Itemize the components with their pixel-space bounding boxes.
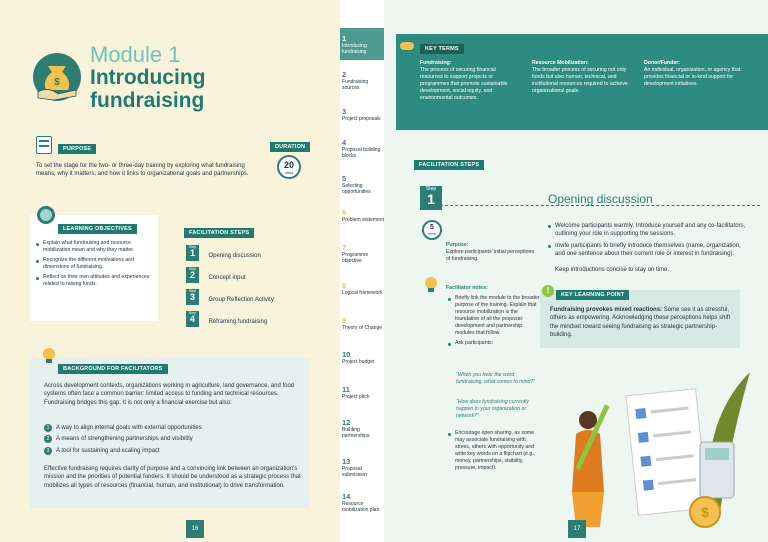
background-points [44,424,306,458]
facilitator-notes [448,295,540,350]
nav-item-1[interactable]: 1 Introducing fundraising [342,34,367,55]
term-2: Resource Mobilization: The broader process of securing not only funds but also human, technical, and institutional resources required to achieve organizational goals. [532,60,628,95]
background-point: 1 A way to align internal goals with external opportunities [44,424,306,432]
step-badge-large: Step 1 [420,186,442,210]
nav-item-13[interactable]: 13 Proposal submission [342,457,368,478]
heading-line2: fundraising [90,89,205,112]
quote-1: “When you hear the word fundraising, what comes to mind?” [456,372,536,386]
background-point: 3 A tool for sustaining and scaling impact [44,447,306,455]
step-badge: Step 4 [186,311,199,327]
module-title: Module 1 [90,42,181,67]
checklist-icon [36,136,52,154]
nav-item-4[interactable]: 4 Proposal building blocks [342,138,381,159]
step-name: Reframing fundraising [208,319,268,325]
step-row [186,266,326,284]
objective-item: Explain what fundraising and resource mobilization mean and why they matter. [36,240,154,254]
svg-text:$: $ [54,77,60,88]
svg-text:$: $ [701,504,709,520]
nav-item-8[interactable]: 8 Logical framework [342,281,383,296]
money-bag-icon [32,50,82,102]
main-bullet: Invite participants to briefly introduce themselves (name, organization, and one sentence about their current role or interest in fundraising). [548,242,748,259]
step-row [186,244,326,262]
step-badge: Step 2 [186,267,199,283]
left-page [0,0,340,542]
step-name: Opening discussion [208,253,261,259]
key-icon [400,42,414,50]
right-page [384,0,768,542]
step-name: Group Reflection Activity [208,297,274,303]
nav-item-12[interactable]: 12 Building partnerships [342,418,370,439]
nav-item-6[interactable]: 6 Problem statement [342,208,384,223]
note-item: Ask participants: [448,340,540,347]
timer-icon: 5 mins [422,220,442,240]
duration-value: 20 [283,160,294,170]
note-item: Briefly link the module to the broader purpose of the training. Explain that resource mobilization is the foundation of all the proposal-development and partnership modules that follow. [448,295,540,337]
nav-item-10[interactable]: 10 Project budget [342,350,375,365]
nav-item-14[interactable]: 14 Resource mobilization plan [342,492,380,513]
background-outro: Effective fundraising requires clarity of purpose and a convincing link between an organization’s mission and the priorities of potential funders. It should be understood as a strategic process that mobilizes all types of resources (financial, human, and institutional) to drive transformation. [44,466,301,489]
step-name: Concept input [208,275,246,281]
nav-item-7[interactable]: 7 Programme objective [342,243,369,264]
note-item: Encourage open sharing, as some may associate fundraising with stress, others with opportunity and write key words on a flipchart (e.g., money, partnerships, visibility, pressure, impact). [448,430,540,472]
duration-unit: mins [284,170,294,175]
nav-item-9[interactable]: 9 Theory of Change [342,316,383,331]
illustration [560,362,760,537]
nav-item-2[interactable]: 2 Fundraising sources [342,70,369,91]
term-1: Fundraising: The process of securing financial resources to support projects or programmes that promote sustainable development, social equity, and environmental outcomes. [420,60,508,102]
step-row [186,310,326,328]
facilitator-notes-2 [448,430,540,475]
klp-tag: KEY LEARNING POINT [556,290,629,300]
term-3: Donor/Funder: An individual, organization, or agency that provides financial or in-kind support for development initiatives. [644,60,741,88]
objectives-tag: LEARNING OBJECTIVES [58,224,137,234]
objectives-list [36,240,154,291]
nav-item-11[interactable]: 11 Project pitch [342,385,370,400]
page-number-left: 16 [186,520,204,538]
nav-item-5[interactable]: 5 Selecting opportunities [342,174,371,195]
purpose-block: Purpose: Explore participants’ initial perceptions of fundraising. [446,242,535,263]
klp-text: Fundraising provokes mixed reactions: Some see it as stressful, others as empowering. Acknowledging these perceptions helps shift the mindset toward seeing fundraising as strategic partnership-building. [550,307,731,339]
purpose-text: To set the stage for the two- or three-day training by exploring what fundraising means, why it matters, and how it links to organizational goals and partnerships. [36,163,249,178]
objective-item: Reflect on their own attitudes and experiences related to raising funds. [36,274,154,288]
steps-tag: FACILITATION STEPS [184,228,254,238]
background-point: 2 A means of strengthening partnerships and visibility [44,435,306,443]
steps-list [186,244,326,332]
main-note: Keep introductions concise to stay on time. [555,267,670,273]
facilitation-tag: FACILITATION STEPS [414,160,484,170]
alert-icon: ! [542,285,554,297]
page-number-right: 17 [568,520,586,538]
stopwatch-icon [277,155,301,179]
background-intro: Across development contexts, organizations working in agriculture, land governance, and food systems often face a common barrier: limited access to funding and technical resources. Fundraising bridges this gap. It is not only a financial exercise but also: [44,383,295,406]
purpose-tag: PURPOSE [58,144,96,154]
background-tag: BACKGROUND FOR FACILITATORS [58,364,168,374]
step-row [186,288,326,306]
heading-line1: Introducing [90,66,206,89]
lightbulb-icon [42,347,56,365]
step-badge: Step 1 [186,245,199,261]
nav-item-3[interactable]: 3 Project proposals [342,107,381,122]
main-bullet: Welcome participants warmly. Introduce yourself and any co-facilitators, outlining your role in supporting the sessions. [548,222,748,239]
module-nav [340,0,384,542]
main-bullets [548,222,748,262]
notes-label: Facilitator notes: [446,285,488,291]
key-terms-tag: KEY TERMS [420,44,464,54]
target-icon [37,206,55,224]
duration-tag: DURATION [270,142,310,152]
step-badge: Step 3 [186,289,199,305]
quote-2: “How does fundraising currently happen in your organization or network?” [456,399,529,420]
lightbulb-icon-right [424,276,438,294]
objective-item: Recognize the different motivations and dimensions of fundraising. [36,257,154,271]
step-title: Opening discussion [548,192,653,206]
